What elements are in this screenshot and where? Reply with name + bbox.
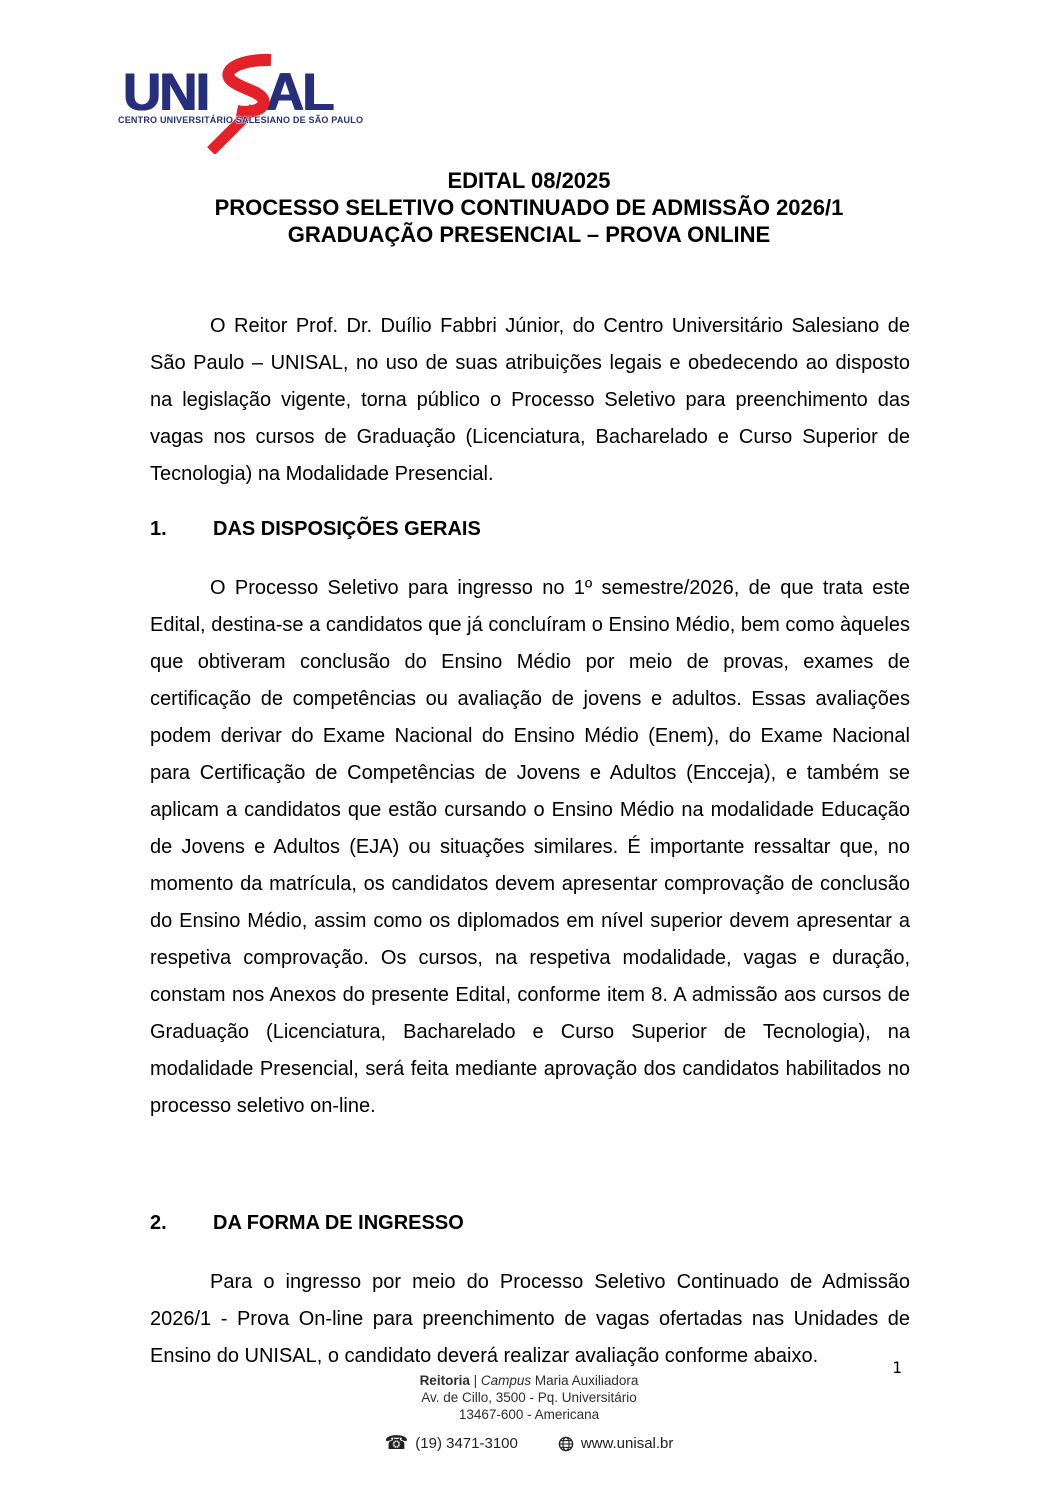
section-2-heading xyxy=(150,1210,910,1237)
website-url: www.unisal.br xyxy=(580,1435,674,1452)
footer-contact-row xyxy=(0,1434,1058,1453)
section-2-number: 2. xyxy=(150,1212,167,1234)
footer-address-line-2: Av. de Cillo, 3500 - Pq. Universitário xyxy=(421,1390,637,1405)
section-1-heading-text: DAS DISPOSIÇÕES GERAIS xyxy=(213,518,481,540)
unisal-logo xyxy=(113,52,364,154)
page-number: 1 xyxy=(892,1358,902,1377)
footer-address-line-3: 13467-600 - Americana xyxy=(458,1407,600,1422)
section-2-heading-text: DA FORMA DE INGRESSO xyxy=(213,1212,464,1234)
footer-website xyxy=(558,1435,674,1452)
phone-number: (19) 3471-3100 xyxy=(415,1435,518,1452)
title-line-1: EDITAL 08/2025 xyxy=(447,168,611,193)
section-2-body: Para o ingresso por meio do Processo Seletivo Continuado de Admissão 2026/1 - Prova On-line para preenchimento de vagas ofertadas nas Unidades de Ensino do UNISAL, o candidato deverá realizar avaliação conforme abaixo. xyxy=(150,1271,910,1367)
footer-phone xyxy=(385,1434,518,1453)
footer xyxy=(0,1372,1058,1453)
logo-wordmark-uni: UNI xyxy=(123,63,209,122)
title-line-2: PROCESSO SELETIVO CONTINUADO DE ADMISSÃO 2026/1 xyxy=(214,195,844,220)
section-1-heading xyxy=(150,516,910,543)
logo-tagline: CENTRO UNIVERSITÁRIO SALESIANO DE SÃO PAULO xyxy=(118,115,364,126)
phone-icon: ☎ xyxy=(384,1433,409,1454)
logo-s-swoosh-icon xyxy=(199,52,277,154)
globe-icon xyxy=(558,1436,574,1452)
logo-wordmark-al: AL xyxy=(266,63,333,122)
footer-address-line-1: Reitoria | Campus Maria Auxiliadora xyxy=(419,1373,639,1388)
title-line-3: GRADUAÇÃO PRESENCIAL – PROVA ONLINE xyxy=(287,222,771,247)
intro-paragraph: O Reitor Prof. Dr. Duílio Fabbri Júnior, do Centro Universitário Salesiano de São Paulo – UNISAL, no uso de suas atribuições legais e obedecendo ao disposto na legislação vigente, torna público o Processo Seletivo para preenchimento das vagas nos cursos de Graduação (Licenciatura, Bacharelado e Curso Superior de Tecnologia) na Modalidade Presencial. xyxy=(150,315,910,485)
section-1-body: O Processo Seletivo para ingresso no 1º semestre/2026, de que trata este Edital, destina-se a candidatos que já concluíram o Ensino Médio, bem como àqueles que obtiveram conclusão do Ensino Médio por meio de provas, exames de certificação de competências ou avaliação de jovens e adultos. Essas avaliações podem derivar do Exame Nacional do Ensino Médio (Enem), do Exame Nacional para Certificação de Competências de Jovens e Adultos (Encceja), e também se aplicam a candidatos que estão cursando o Ensino Médio na modalidade Educação de Jovens e Adultos (EJA) ou situações similares. É importante ressaltar que, no momento da matrícula, os candidatos devem apresentar comprovação de conclusão do Ensino Médio, assim como os diplomados em nível superior devem apresentar a respetiva comprovação. Os cursos, na respetiva modalidade, vagas e duração, constam nos Anexos do presente Edital, conforme item 8. A admissão aos cursos de Graduação (Licenciatura, Bacharelado e Curso Superior de Tecnologia), na modalidade Presencial, será feita mediante aprovação dos candidatos habilitados no processo seletivo on-line. xyxy=(150,577,910,1117)
section-1-number: 1. xyxy=(150,518,167,540)
document-title xyxy=(149,167,909,248)
